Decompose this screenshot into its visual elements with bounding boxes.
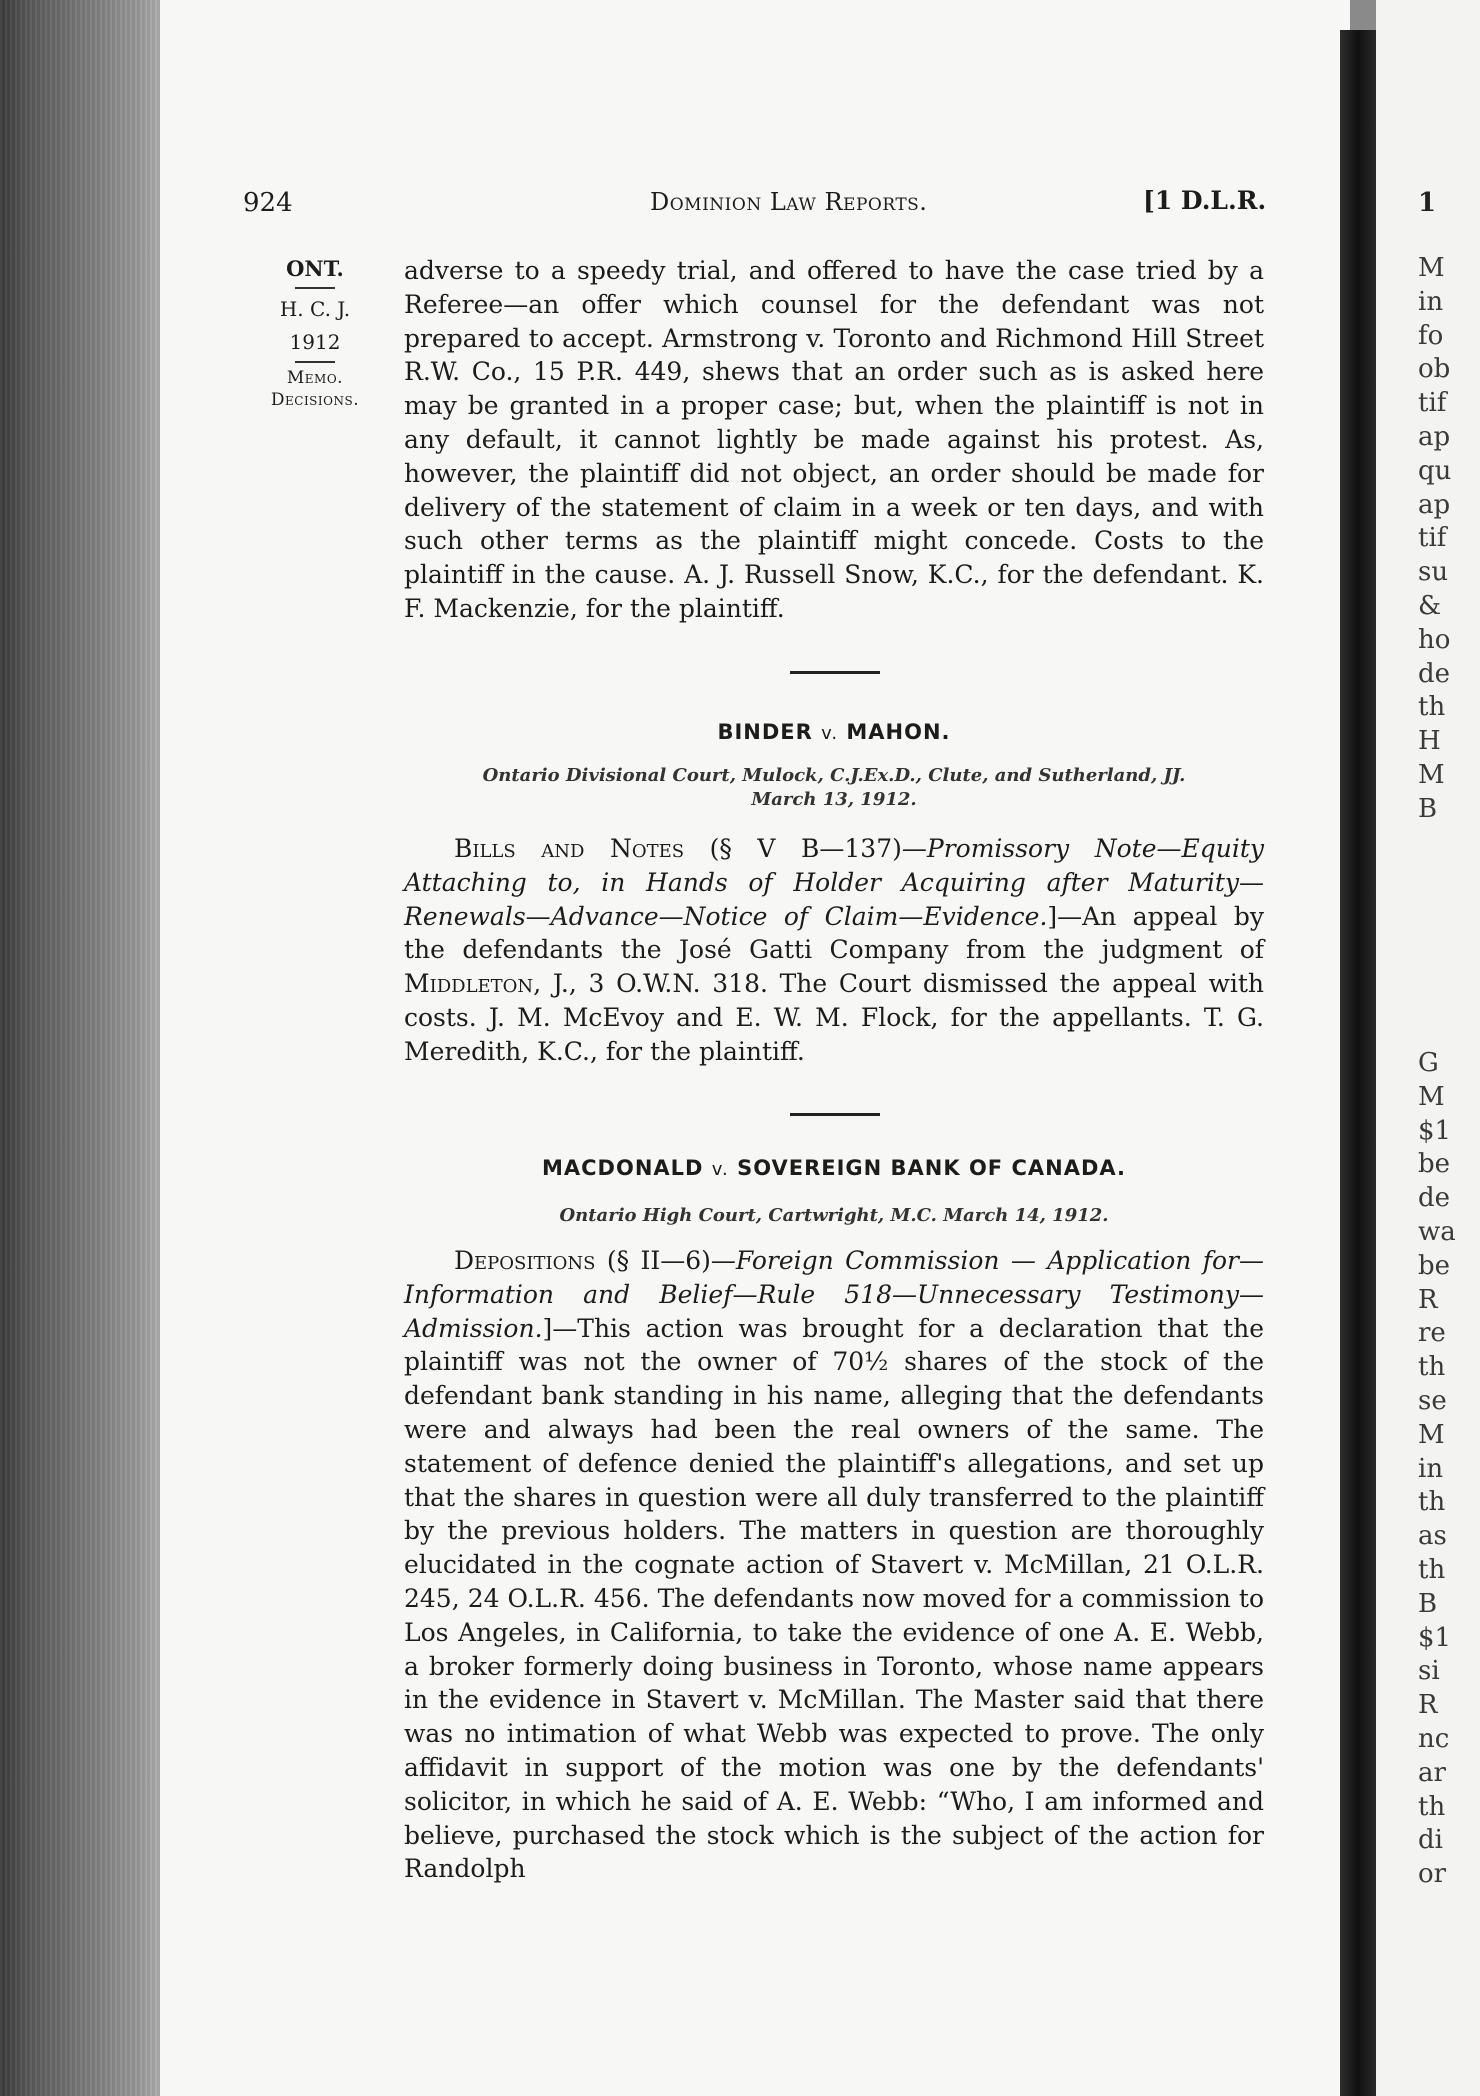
court-judges: Ontario High Court, Cartwright, M.C. March 14, 1912. (559, 1205, 1109, 1226)
headnote-section: (§ II—6) (606, 1246, 711, 1275)
facing-page-line: th (1418, 692, 1446, 723)
facing-page-line: de (1418, 1183, 1451, 1214)
page-number: 924 (243, 188, 293, 218)
case-title-macdonald (404, 1156, 1264, 1180)
facing-page-line: in (1418, 1453, 1444, 1484)
court-judges: Ontario Divisional Court, Mulock, C.J.Ex.D., Clute, and Sutherland, JJ. (482, 765, 1186, 786)
court-line-macdonald (404, 1204, 1264, 1228)
facing-page-line: B (1418, 793, 1438, 824)
court-date: March 13, 1912. (751, 789, 917, 810)
headnote-text: —Foreign Commission — Application for—Information and Belief—Rule 518—Unnecessary Testimony—Admission. (404, 1246, 1264, 1343)
case-body: ]—This action was brought for a declaration that the plaintiff was not the owner of 70½ shares of the stock of the defendant bank standing in his name, alleging that the defendants were and always had been the real owners of the same. The statement of defence denied the plaintiff's allegations, and set up that the shares in question were all duly transferred to the plaintiff by the previous holders. The matters in question are thoroughly elucidated in the cognate action of Stavert v. McMillan, 21 O.L.R. 245, 24 O.L.R. 456. The defendants now moved for a commission to Los Angeles, in California, to take the evidence of one A. E. Webb, a broker formerly doing business in Toronto, whose name appears in the evidence in Stavert v. McMillan. The Master said that there was no intimation of what Webb was expected to prove. The only affidavit in support of the motion was one by the defendants' solicitor, in which he said of A. E. Webb: “Who, I am informed and believe, purchased the stock which is the subject of the action for Randolph (404, 1313, 1264, 1884)
facing-page-line: as (1418, 1521, 1447, 1552)
case-title-binder (404, 720, 1264, 744)
facing-page-line: th (1418, 1555, 1446, 1585)
facing-page-line: G (1418, 1048, 1439, 1078)
case-party-left: MACDONALD (541, 1156, 704, 1180)
headnote-text: —Promissory Note—Equity Attaching to, in Hands of Holder Acquiring after Maturity—Renewals—Advance—Notice of Claim—Evidence. (404, 834, 1265, 931)
facing-page-line: de (1418, 658, 1451, 689)
facing-page-line: ob (1418, 354, 1451, 385)
facing-page-line: th (1418, 1791, 1446, 1822)
facing-page-line: or (1418, 1859, 1447, 1890)
case-party-right: MAHON. (846, 720, 951, 744)
judge-name: Middleton (404, 969, 534, 999)
facing-page-line: H (1418, 726, 1441, 757)
margin-rule (295, 361, 335, 363)
case-versus: v. (711, 1159, 729, 1180)
facing-page-line: re (1418, 1318, 1446, 1349)
facing-page-number: 1 (1418, 188, 1437, 218)
margin-note (250, 252, 380, 411)
continuation-paragraph: adverse to a speedy trial, and offered to have the case tried by a Referee—an offer which counsel for the defendant was not prepared to accept. Armstrong v. Toronto and Richmond Hill Street R.W. Co., 15 P.R. 449, shews that an order such as is asked here may be granted in a proper case; but, when the plaintiff is not in any default, it cannot lightly be made against his protest. As, however, the plaintiff did not object, an order should be made for delivery of the statement of claim in a week or ten days, and with such other terms as the plaintiff might concede. Costs to the plaintiff in the cause. A. J. Russell Snow, K.C., for the defendant. K. F. Mackenzie, for the plaintiff. (404, 256, 1264, 623)
book-gutter (1340, 30, 1376, 2096)
running-title: Dominion Law Reports. (650, 188, 928, 216)
facing-page-line: be (1418, 1149, 1451, 1180)
facing-page-line: & (1418, 591, 1442, 621)
facing-page-line: tif (1418, 523, 1447, 554)
facing-page-fragment (1376, 0, 1480, 2096)
court-line-binder (404, 764, 1264, 812)
margin-section-line1: Memo. (286, 368, 344, 388)
case-summary-binder (404, 832, 1264, 1069)
facing-page-line: be (1418, 1250, 1451, 1281)
headnote-subject: Depositions (454, 1246, 596, 1275)
headnote-section: (§ V B—137) (709, 834, 902, 863)
case-body-start: ]—An appeal by the defendants the José Gatti Company from the judgment of (404, 901, 1264, 965)
book-spine-edge (0, 0, 165, 2096)
volume-reference: [1 D.L.R. (1143, 186, 1267, 215)
margin-section-line2: Decisions. (270, 390, 360, 410)
facing-page-line: ap (1418, 422, 1451, 452)
facing-page-line: tif (1418, 388, 1447, 419)
facing-page-line: si (1418, 1656, 1440, 1687)
facing-page-line: M (1418, 760, 1445, 790)
facing-page-line: wa (1418, 1217, 1456, 1247)
facing-page-line: se (1418, 1386, 1447, 1416)
facing-page-line: M (1418, 1419, 1445, 1450)
case-versus: v. (821, 723, 839, 744)
facing-page-line: di (1418, 1825, 1443, 1856)
facing-page-line: $1 (1418, 1622, 1452, 1653)
facing-page-line: R (1418, 1284, 1438, 1315)
facing-page-line: R (1418, 1690, 1438, 1721)
facing-page-line: M (1418, 253, 1445, 283)
margin-province: ONT. (286, 256, 344, 281)
section-separator (790, 1113, 880, 1116)
case-party-right: SOVEREIGN BANK OF CANADA. (737, 1156, 1127, 1180)
margin-court: H. C. J. (279, 297, 351, 321)
case-body-end: , J., 3 O.W.N. 318. The Court dismissed the appeal with costs. J. M. McEvoy and E. W. M. Flock, for the appellants. T. G. Meredith, K.C., for the plaintiff. (404, 969, 1264, 1066)
facing-page-line: qu (1418, 455, 1452, 486)
facing-page-line: B (1418, 1588, 1438, 1619)
facing-page-line: ar (1418, 1757, 1446, 1788)
margin-rule (295, 287, 335, 289)
facing-page-line: ho (1418, 624, 1451, 655)
facing-page-line: in (1418, 286, 1444, 317)
facing-page-line: M (1418, 1081, 1445, 1112)
facing-page-line: su (1418, 557, 1449, 588)
facing-page-line: $1 (1418, 1115, 1452, 1146)
case-summary-macdonald (404, 1244, 1264, 1886)
facing-page-line: th (1418, 1352, 1446, 1383)
section-separator (790, 671, 880, 674)
facing-page-line: fo (1418, 320, 1444, 351)
margin-year: 1912 (289, 330, 341, 354)
facing-page-line: nc (1418, 1724, 1450, 1754)
facing-page-line: th (1418, 1487, 1446, 1518)
case-party-left: BINDER (717, 720, 813, 744)
headnote-subject: Bills and Notes (454, 834, 685, 863)
facing-page-line: ap (1418, 489, 1451, 520)
